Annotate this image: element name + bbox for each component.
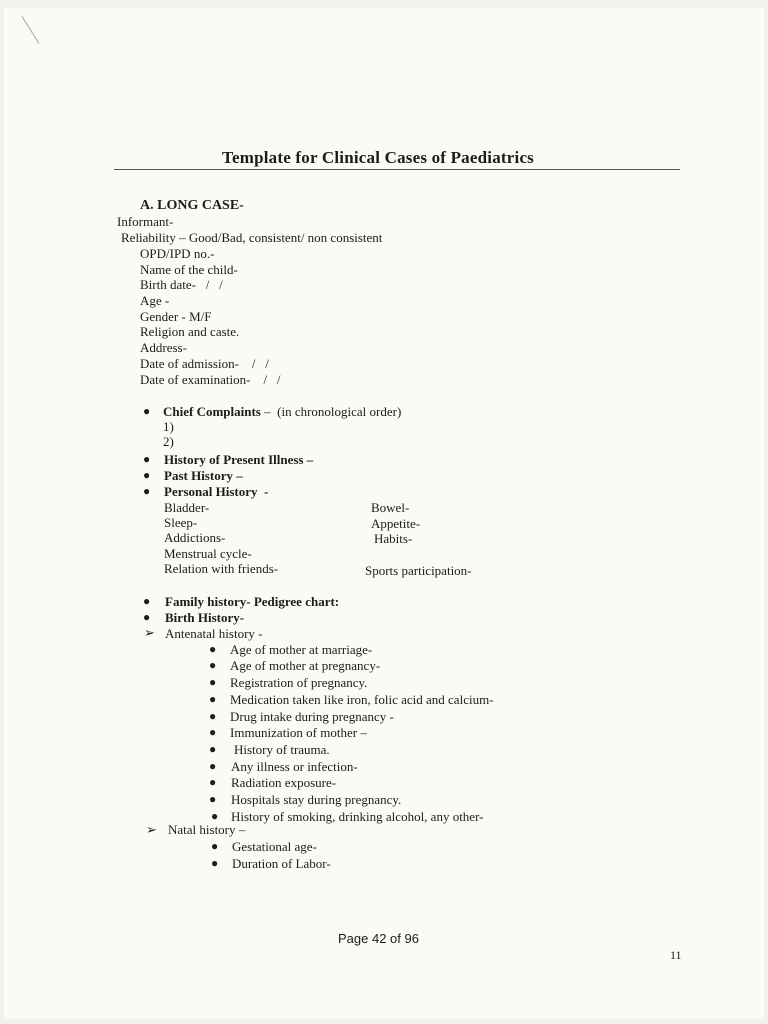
antenatal-item: History of trauma. [234,742,330,757]
antenatal-item: Immunization of mother – [230,725,367,740]
bullet-icon: ● [211,809,219,823]
antenatal-item: History of smoking, drinking alcohol, any other- [231,809,484,824]
section-heading-long-case: A. LONG CASE- [140,198,244,213]
personal-field-appetite: Appetite- [371,516,421,531]
bullet-icon: ● [209,675,217,689]
personal-field-menstrual: Menstrual cycle- [164,546,252,561]
bullet-icon: ● [209,742,217,756]
bullet-icon: ● [143,452,151,466]
personal-field-sleep: Sleep- [164,515,198,530]
document-title: Template for Clinical Cases of Paediatrics [222,148,535,167]
bullet-icon: ● [209,725,217,739]
complaint-item: 1) [163,419,174,434]
field-religion: Religion and caste. [140,324,240,339]
page-number: 11 [670,948,682,962]
arrow-bullet-icon: ➢ [146,822,157,837]
bullet-icon: ● [143,404,151,418]
chief-complaints-heading [163,404,401,419]
chief-complaints-label: Chief Complaints [163,404,261,419]
antenatal-item: Radiation exposure- [231,775,337,790]
natal-history-heading: Natal history – [168,822,246,837]
birth-history: Birth History- [165,610,245,625]
personal-field-sports: Sports participation- [365,563,472,578]
field-date-examination: Date of examination- / / [140,372,281,387]
bullet-icon: ● [143,610,151,624]
bullet-icon: ● [209,775,217,789]
complaint-item: 2) [163,434,174,449]
personal-field-bladder: Bladder- [164,500,210,515]
antenatal-item: Age of mother at marriage- [230,642,373,657]
field-age: Age - [140,293,170,308]
field-date-admission: Date of admission- / / [140,356,269,371]
personal-field-bowel: Bowel- [371,500,410,515]
title-underline [114,169,680,170]
personal-history: Personal History - [164,484,269,499]
field-reliability: Reliability – Good/Bad, consistent/ non consistent [121,230,383,245]
field-informant: Informant- [117,214,174,229]
personal-field-habits: Habits- [374,531,413,546]
family-history: Family history- Pedigree chart: [165,594,340,609]
field-address: Address- [140,340,187,355]
antenatal-item: Registration of pregnancy. [230,675,368,690]
field-gender: Gender - M/F [140,309,212,324]
antenatal-item: Hospitals stay during pregnancy. [231,792,402,807]
bullet-icon: ● [143,468,151,482]
natal-item: Gestational age- [232,839,317,854]
personal-field-addictions: Addictions- [164,530,226,545]
field-birth-date: Birth date- / / [140,277,223,292]
arrow-bullet-icon: ➢ [144,625,155,640]
bullet-icon: ● [143,594,151,608]
personal-field-relation: Relation with friends- [164,561,279,576]
bullet-icon: ● [211,839,219,853]
bullet-icon: ● [211,856,219,870]
antenatal-item: Drug intake during pregnancy - [230,709,394,724]
field-opd-ipd: OPD/IPD no.- [140,246,215,261]
antenatal-history-heading: Antenatal history - [165,626,263,641]
bullet-icon: ● [209,658,217,672]
bullet-icon: ● [143,484,151,498]
bullet-icon: ● [209,709,217,723]
natal-item: Duration of Labor- [232,856,331,871]
antenatal-item: Medication taken like iron, folic acid and calcium- [230,692,494,707]
page-footer: Page 42 of 96 [338,931,419,946]
chief-complaints-note: – (in chronological order) [264,404,402,419]
past-history: Past History – [164,468,243,483]
bullet-icon: ● [209,792,217,806]
bullet-icon: ● [209,692,217,706]
field-child-name: Name of the child- [140,262,238,277]
history-present-illness: History of Present Illness – [164,452,314,467]
bullet-icon: ● [209,642,217,656]
antenatal-item: Any illness or infection- [231,759,358,774]
antenatal-item: Age of mother at pregnancy- [230,658,381,673]
bullet-icon: ● [209,759,217,773]
